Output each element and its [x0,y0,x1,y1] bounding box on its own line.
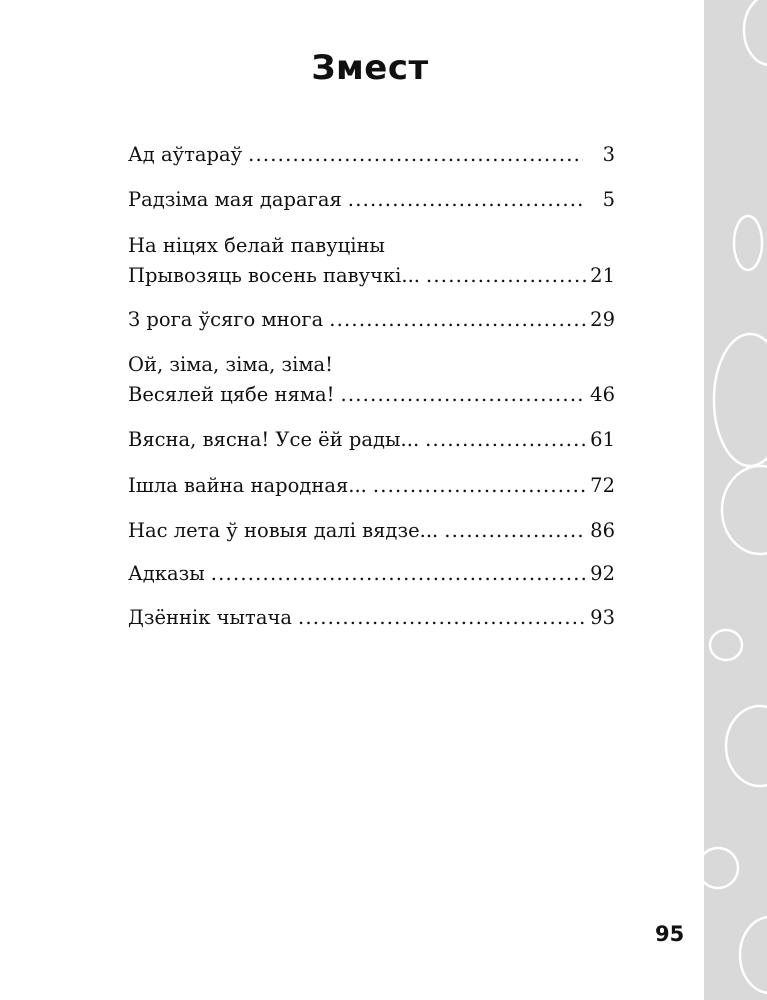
toc-entry-page: 29 [590,308,615,331]
toc-entry-title: Адказы [128,562,205,585]
dot-leader [340,380,586,410]
toc-entry-title-line: На ніцях белай павуціны [128,234,385,257]
dot-leader [248,140,583,170]
toc-entry [128,231,615,291]
toc-entry-page: 61 [590,428,615,451]
dot-leader [444,516,586,546]
dot-leader [211,559,586,589]
toc-entry-page: 92 [590,562,615,585]
toc-entry-title: З рога ўсяго многа [128,308,324,331]
toc-entry-title: Дзённік чытача [128,606,292,629]
toc-entry-title: Ішла вайна народная... [128,474,367,497]
toc-entry [128,350,615,410]
toc-entry-title: Нас лета ў новыя далі вядзе... [128,519,439,542]
toc-entry-page: 72 [590,474,615,497]
page-number: 95 [655,922,685,946]
toc-entry-page: 93 [590,606,615,629]
dot-leader [425,425,586,455]
bubble-decoration [704,0,767,1000]
toc-entry-title: Радзіма мая дарагая [128,188,342,211]
dot-leader [348,185,583,215]
toc-entry-page: 3 [602,143,615,166]
toc-entry [128,471,615,501]
toc-entry [128,603,615,633]
toc-entry [128,559,615,589]
toc-entry-title-line: Ой, зіма, зіма, зіма! [128,353,334,376]
toc-entry-title: Вясна, вясна! Усе ёй рады... [128,428,420,451]
decorative-side-strip [704,0,767,1000]
toc-entry [128,185,615,215]
dot-leader [426,261,586,291]
toc-entry-page: 5 [602,188,615,211]
toc-entry-title-line: Прывозяць восень павучкі... [128,264,420,287]
dot-leader [329,305,586,335]
toc-entry [128,305,615,335]
toc-entry-title-line: Весялей цябе няма! [128,383,335,406]
toc-entry-page: 86 [590,519,615,542]
dot-leader [373,471,586,501]
toc-entry [128,425,615,455]
toc-entry-title: Ад аўтараў [128,143,243,166]
page-title: Змест [311,48,429,88]
toc-entry-page: 46 [590,383,615,406]
toc-entry [128,516,615,546]
dot-leader [298,603,586,633]
toc-entry-page: 21 [590,264,615,287]
toc-entry [128,140,615,170]
